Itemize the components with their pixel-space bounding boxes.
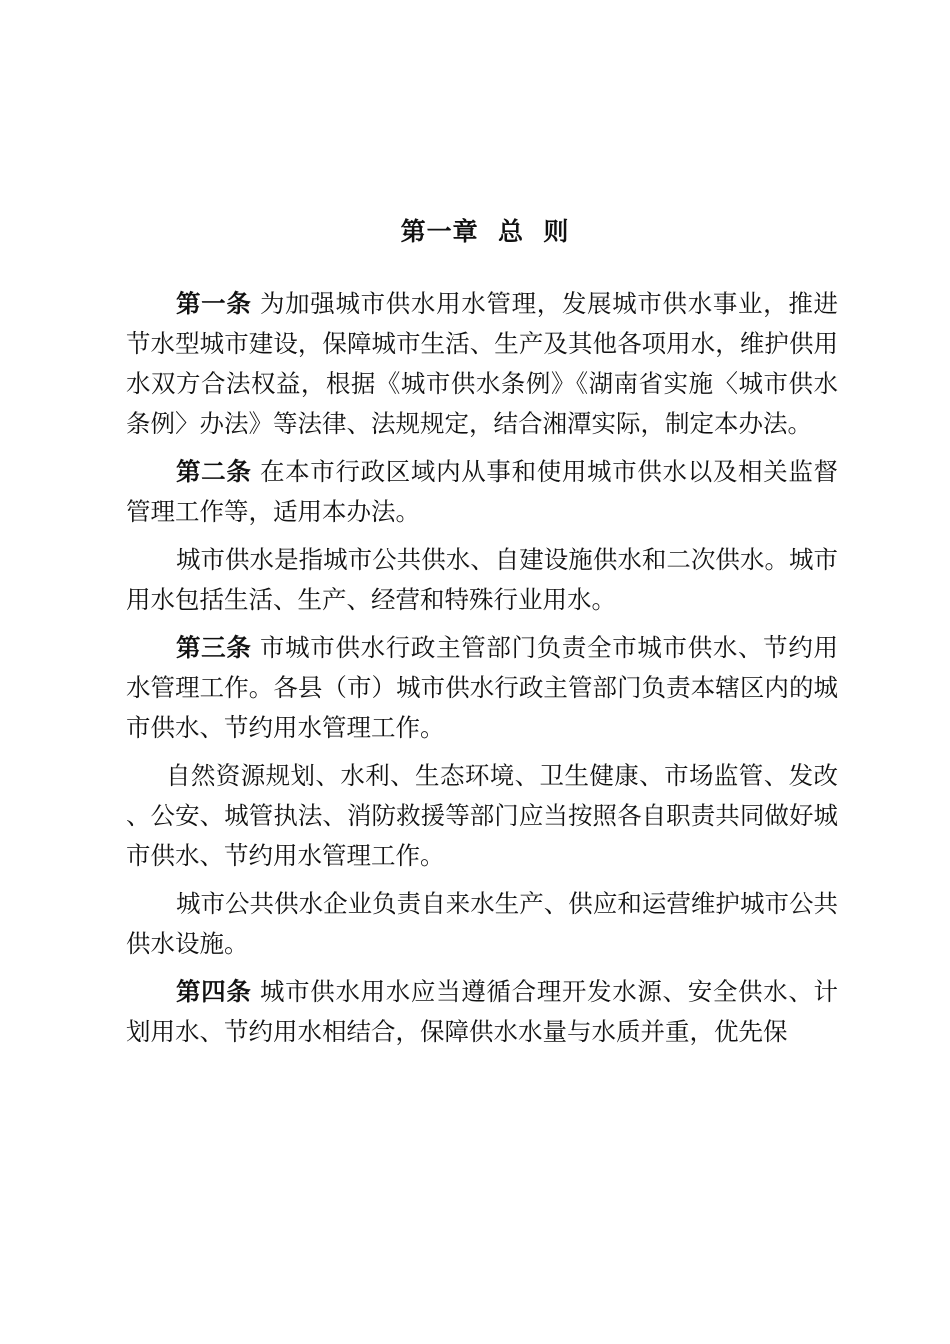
article-text: 市城市供水行政主管部门负责全市城市供水、节约用水管理工作。各县（市）城市供水行政主管部门负责本辖区内的城市供水、节约用水管理工作。 xyxy=(126,633,839,742)
article-number: 第二条 xyxy=(176,457,252,486)
article-3-paragraph: 城市公共供水企业负责自来水生产、供应和运营维护城市公共供水设施。 xyxy=(126,889,838,958)
article-number: 第三条 xyxy=(176,633,252,662)
article-number: 第四条 xyxy=(176,977,252,1006)
article-2 xyxy=(126,452,838,532)
article-3-paragraph: 自然资源规划、水利、生态环境、卫生健康、市场监管、发改、公安、城管执法、消防救援等部门应当按照各自职责共同做好城市供水、节约用水管理工作。 xyxy=(126,761,838,870)
article-4 xyxy=(126,972,838,1052)
article-2-paragraph: 城市供水是指城市公共供水、自建设施供水和二次供水。城市用水包括生活、生产、经营和特殊行业用水。 xyxy=(126,545,838,614)
article-1 xyxy=(126,284,838,444)
document-body xyxy=(126,284,838,1060)
article-text: 在本市行政区域内从事和使用城市供水以及相关监督管理工作等，适用本办法。 xyxy=(126,457,839,526)
article-text: 城市供水用水应当遵循合理开发水源、安全供水、计划用水、节约用水相结合，保障供水水量与水质并重，优先保 xyxy=(126,977,839,1046)
article-3 xyxy=(126,628,838,748)
article-number: 第一条 xyxy=(176,289,252,318)
chapter-title: 第一章 总 则 xyxy=(400,217,570,246)
article-text: 为加强城市供水用水管理，发展城市供水事业，推进节水型城市建设，保障城市生活、生产及其他各项用水，维护供用水双方合法权益，根据《城市供水条例》《湖南省实施〈城市供水条例〉办法》等法律、法规规定，结合湘潭实际，制定本办法。 xyxy=(126,289,839,438)
